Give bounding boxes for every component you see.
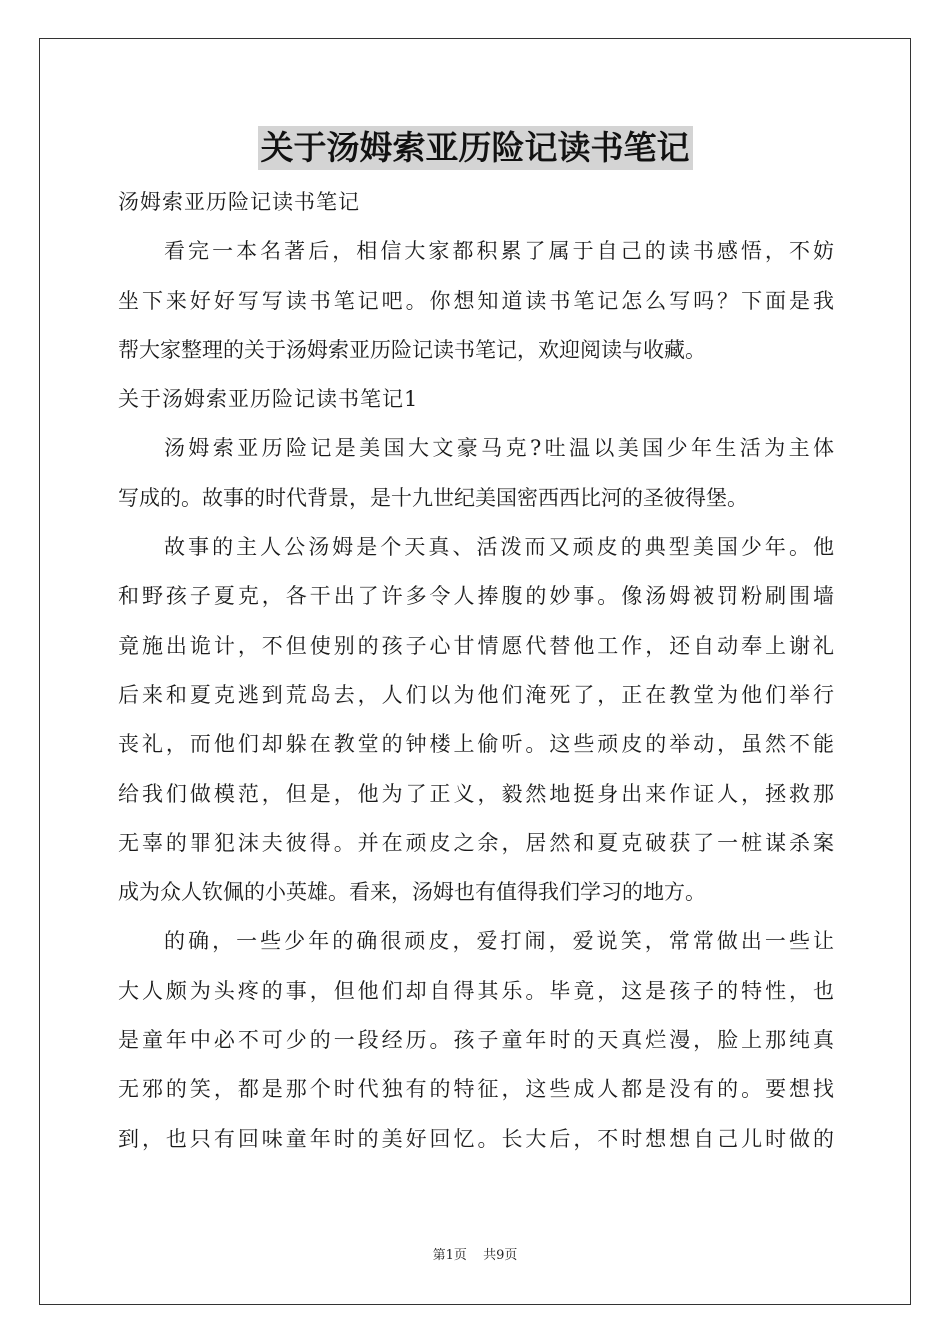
text-line: 无邪的笑，都是那个时代独有的特征，这些成人都是没有的。要想找 (118, 1077, 834, 1102)
page-number: 第1页 (432, 1248, 467, 1263)
text-line: 是童年中必不可少的一段经历。孩子童年时的天真烂漫，脸上那纯真 (118, 1028, 834, 1053)
section-heading: 关于汤姆索亚历险记读书笔记1 (118, 387, 419, 412)
page-footer (0, 1247, 950, 1265)
text-line: 写成的。故事的时代背景，是十九世纪美国密西西比河的圣彼得堡。 (118, 485, 748, 510)
text-line: 的确，一些少年的确很顽皮，爱打闹，爱说笑，常常做出一些让 (164, 929, 834, 954)
text-line: 竟施出诡计，不但使别的孩子心甘情愿代替他工作，还自动奉上谢礼 (118, 633, 834, 658)
section-heading: 汤姆索亚历险记读书笔记 (118, 190, 360, 214)
text-line: 故事的主人公汤姆是个天真、活泼而又顽皮的典型美国少年。他 (164, 535, 834, 560)
text-line: 坐下来好好写写读书笔记吧。你想知道读书笔记怎么写吗？下面是我 (118, 288, 834, 313)
text-line: 无辜的罪犯沫夫彼得。并在顽皮之余，居然和夏克破获了一桩谋杀案 (118, 830, 834, 855)
text-line: 大人颇为头疼的事，但他们却自得其乐。毕竟，这是孩子的特性，也 (118, 978, 834, 1003)
text-line: 丧礼，而他们却躲在教堂的钟楼上偷听。这些顽皮的举动，虽然不能 (118, 732, 834, 757)
document-body (118, 178, 834, 1164)
text-line: 汤姆索亚历险记是美国大文豪马克?吐温以美国少年生活为主体 (164, 436, 834, 461)
text-line: 看完一本名著后，相信大家都积累了属于自己的读书感悟，不妨 (164, 239, 834, 264)
text-line: 和野孩子夏克，各干出了许多令人捧腹的妙事。像汤姆被罚粉刷围墙 (118, 584, 834, 609)
text-line: 帮大家整理的关于汤姆索亚历险记读书笔记，欢迎阅读与收藏。 (118, 337, 706, 362)
document-title: 关于汤姆索亚历险记读书笔记 (258, 126, 693, 170)
text-line: 成为众人钦佩的小英雄。看来，汤姆也有值得我们学习的地方。 (118, 880, 706, 905)
title-container (0, 126, 950, 170)
text-line: 后来和夏克逃到荒岛去，人们以为他们淹死了，正在教堂为他们举行 (118, 682, 834, 707)
text-line: 给我们做模范，但是，他为了正义，毅然地挺身出来作证人，拯救那 (118, 781, 834, 806)
page-total: 共9页 (483, 1248, 518, 1263)
text-line: 到，也只有回味童年时的美好回忆。长大后，不时想想自己儿时做的 (118, 1126, 834, 1151)
